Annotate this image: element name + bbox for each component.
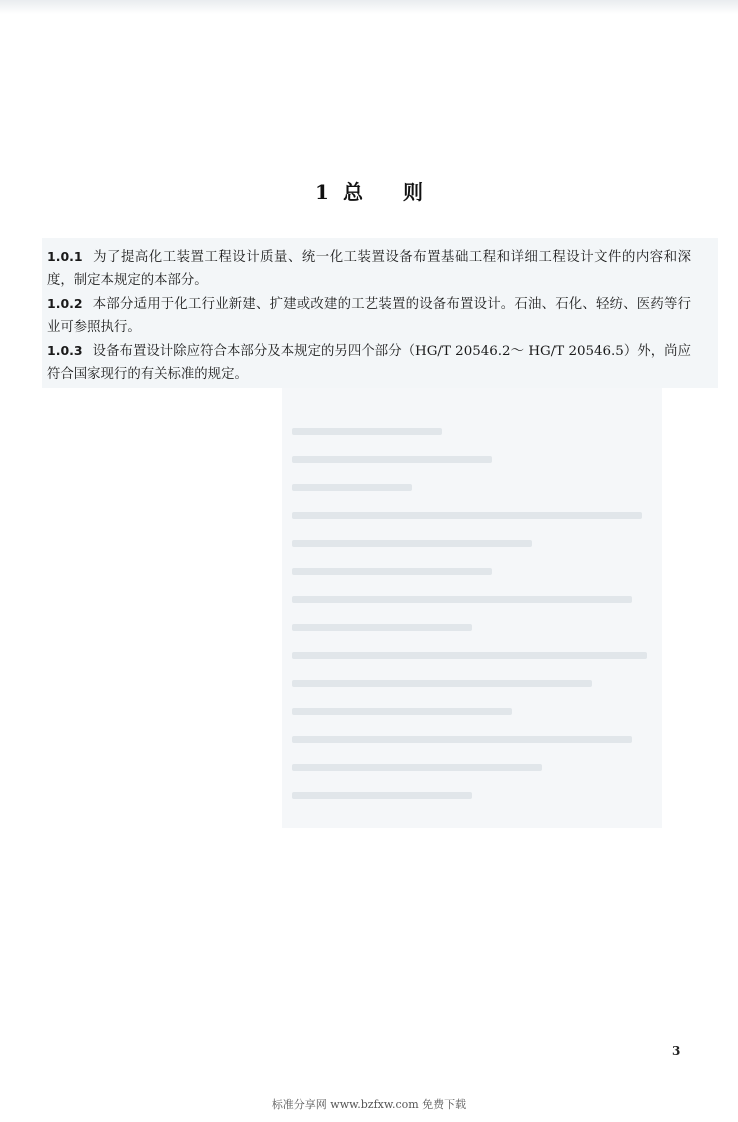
chapter-title-part2: 则: [402, 180, 423, 204]
bleed-line: [292, 428, 442, 435]
scan-bleed-through-block: [282, 388, 662, 828]
clause-text: 本部分适用于化工行业新建、扩建或改建的工艺装置的设备布置设计。石油、石化、轻纺、医药等行业可参照执行。: [47, 297, 691, 335]
bleed-line: [292, 624, 472, 631]
clause-number: 1.0.3: [47, 343, 83, 358]
clause-list: [47, 245, 691, 386]
chapter-title-part1: 总: [342, 180, 363, 204]
bleed-line: [292, 540, 532, 547]
clause-1-0-3: [47, 339, 691, 386]
bleed-line: [292, 484, 412, 491]
bleed-line: [292, 456, 492, 463]
bleed-line: [292, 736, 632, 743]
clause-number: 1.0.1: [47, 249, 83, 264]
clause-text: 设备布置设计除应符合本部分及本规定的另四个部分（HG/T 20546.2～ HG/T 20546.5）外，尚应符合国家现行的有关标准的规定。: [47, 344, 691, 382]
bleed-line: [292, 680, 592, 687]
scan-edge-shading: [0, 0, 738, 14]
chapter-title: [0, 176, 738, 205]
page-number: 3: [672, 1044, 681, 1058]
chapter-number: 1: [315, 180, 329, 204]
bleed-line: [292, 512, 642, 519]
bleed-line: [292, 652, 647, 659]
watermark-text: 标准分享网 www.bzfxw.com 免费下载: [271, 1098, 467, 1111]
clause-1-0-1: [47, 245, 691, 292]
clause-number: 1.0.2: [47, 296, 83, 311]
bleed-line: [292, 708, 512, 715]
bleed-line: [292, 792, 472, 799]
bleed-line: [292, 596, 632, 603]
clause-1-0-2: [47, 292, 691, 339]
bleed-line: [292, 568, 492, 575]
clause-text: 为了提高化工装置工程设计质量、统一化工装置设备布置基础工程和详细工程设计文件的内容和深度，制定本规定的本部分。: [47, 250, 691, 288]
bleed-line: [292, 764, 542, 771]
